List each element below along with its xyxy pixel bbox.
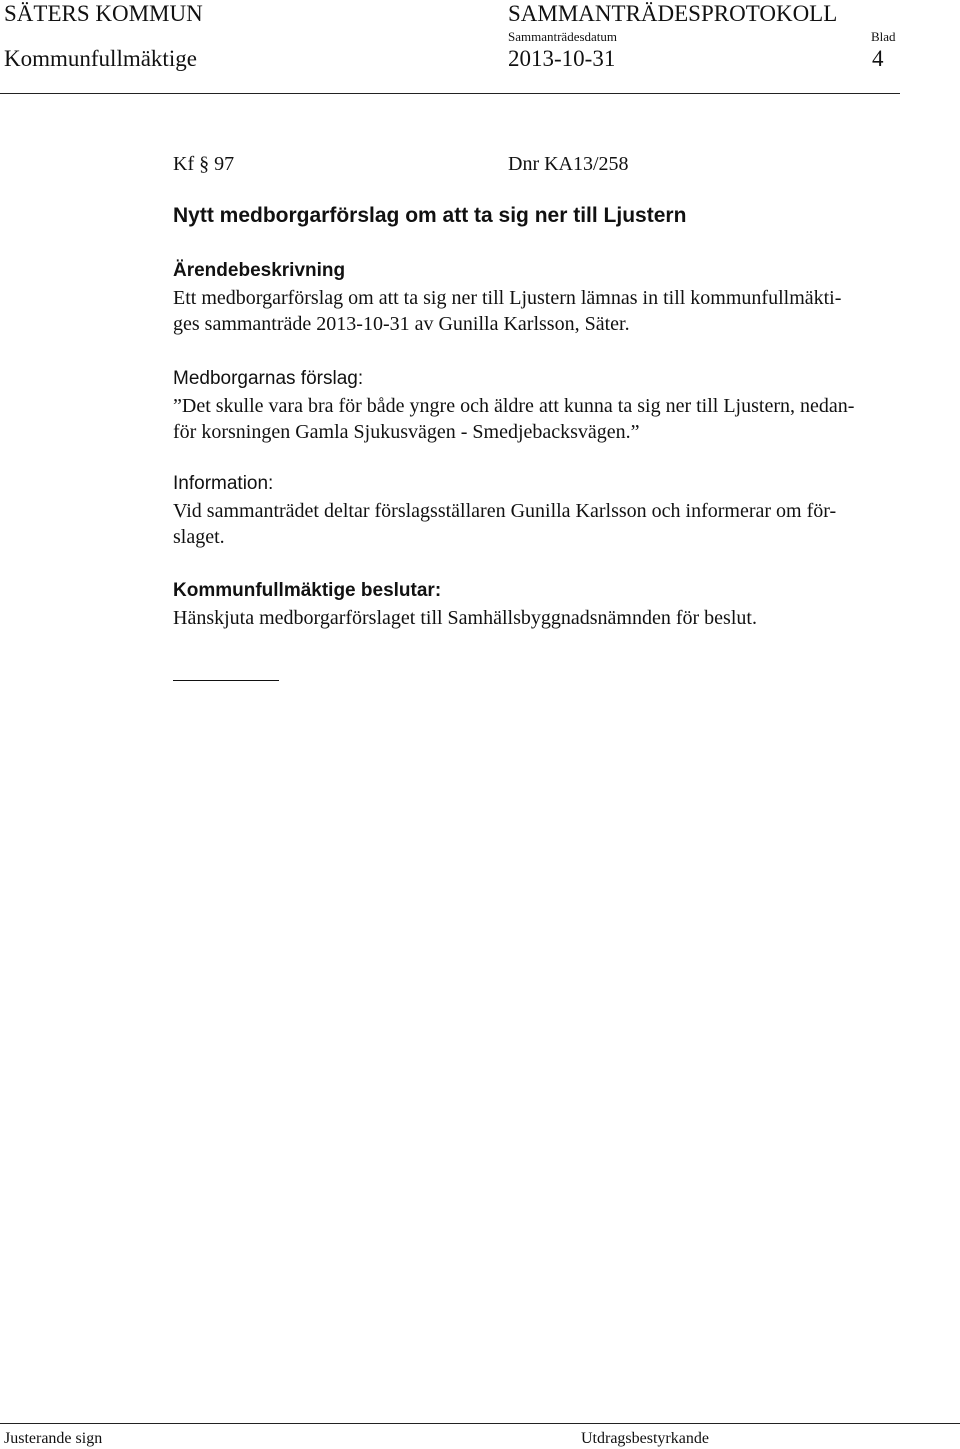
case-title: Nytt medborgarförslag om att ta sig ner till Ljustern [173,204,687,227]
header-divider [0,93,900,94]
case-number: Kf § 97 [173,153,235,175]
decision-heading: Kommunfullmäktige beslutar: [173,580,442,601]
proposal-heading: Medborgarnas förslag: [173,368,364,389]
footer-certification-label: Utdragsbestyrkande [581,1430,709,1447]
case-dnr: Dnr KA13/258 [508,153,629,175]
footer-divider [0,1423,960,1424]
page-number: 4 [872,46,884,71]
meeting-date: 2013-10-31 [508,46,616,71]
info-heading: Information: [173,473,274,494]
page-label: Blad [871,29,896,44]
document-type: SAMMANTRÄDESPROTOKOLL [508,1,838,26]
description-heading: Ärendebeskrivning [173,260,346,281]
date-label: Sammanträdesdatum [508,29,618,44]
description-text: Ett medborgarförslag om att ta sig ner till Ljustern lämnas in till kommunfullmäkti- [173,287,842,309]
info-text: slaget. [173,526,225,548]
proposal-text: för korsningen Gamla Sjukusvägen - Smedjebacksvägen.” [173,421,640,443]
description-text: ges sammanträde 2013-10-31 av Gunilla Karlsson, Säter. [173,313,630,335]
proposal-text: ”Det skulle vara bra för både yngre och äldre att kunna ta sig ner till Ljustern, nedan- [173,395,855,417]
municipality-name: SÄTERS KOMMUN [4,1,203,26]
decision-text: Hänskjuta medborgarförslaget till Samhällsbyggnadsnämnden för beslut. [173,607,757,629]
footer-signature-label: Justerande sign [4,1430,103,1447]
info-text: Vid sammanträdet deltar förslagsställaren Gunilla Karlsson och informerar om för- [173,500,837,522]
end-of-section-rule [173,680,279,681]
committee-name: Kommunfullmäktige [4,46,197,71]
